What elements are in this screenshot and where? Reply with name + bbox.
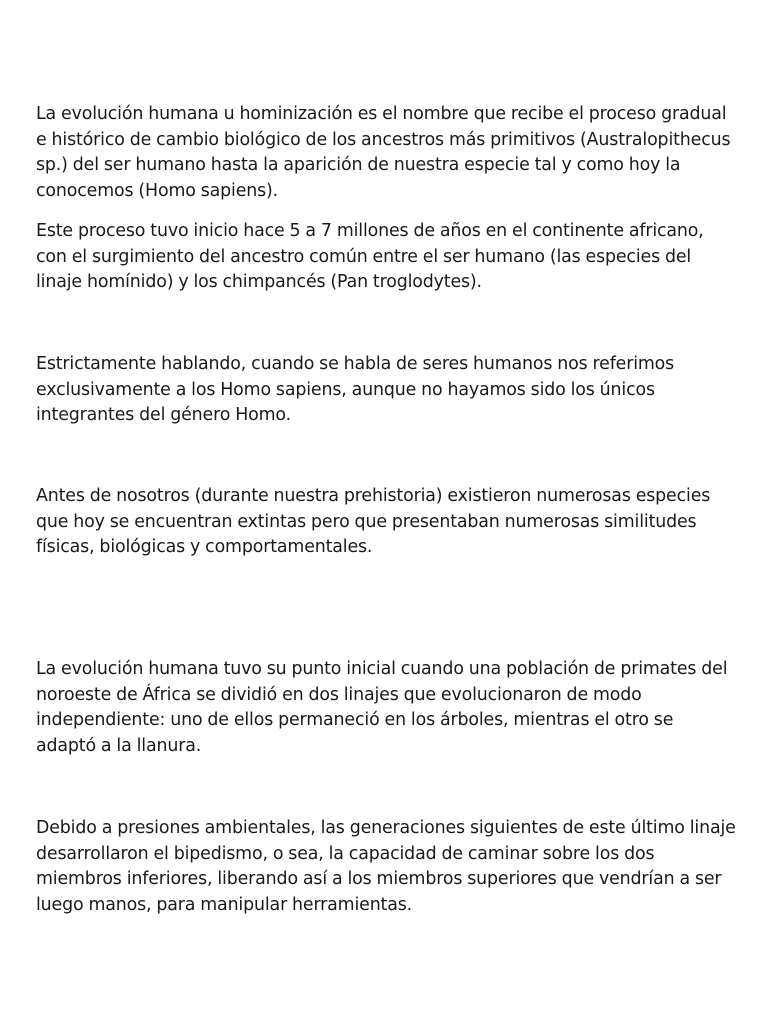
paragraph-5: La evolución humana tuvo su punto inicial cuando una población de primates del noroeste de África se dividió en dos linajes que evolucionaron de modo independiente: uno de ellos permaneció en los árboles, mientras el otro se adaptó a la llanura. (36, 659, 728, 756)
paragraph-2: Este proceso tuvo inicio hace 5 a 7 millones de años en el continente africano, con el surgimiento del ancestro común entre el ser humano (las especies del linaje homínido) y los chimpancés (Pan troglodytes). (36, 221, 704, 292)
paragraph-6: Debido a presiones ambientales, las generaciones siguientes de este último linaje desarrollaron el bipedismo, o sea, la capacidad de caminar sobre los dos miembros inferiores, liberando así a los miembros superiores que vendrían a ser luego manos, para manipular herramientas. (36, 818, 736, 915)
paragraph-3: Estrictamente hablando, cuando se habla de seres humanos nos referimos exclusivamente a los Homo sapiens, aunque no hayamos sido los únicos integrantes del género Homo. (36, 354, 675, 425)
paragraph-1: La evolución humana u hominización es el nombre que recibe el proceso gradual e histórico de cambio biológico de los ancestros más primitivos (Australopithecus sp.) del ser humano hasta la aparición de nuestra especie tal y como hoy la conocemos (Homo sapiens). (36, 104, 731, 201)
paragraph-4: Antes de nosotros (durante nuestra prehistoria) existieron numerosas especies que hoy se encuentran extintas pero que presentaban numerosas similitudes físicas, biológicas y comportamentales. (36, 486, 711, 557)
